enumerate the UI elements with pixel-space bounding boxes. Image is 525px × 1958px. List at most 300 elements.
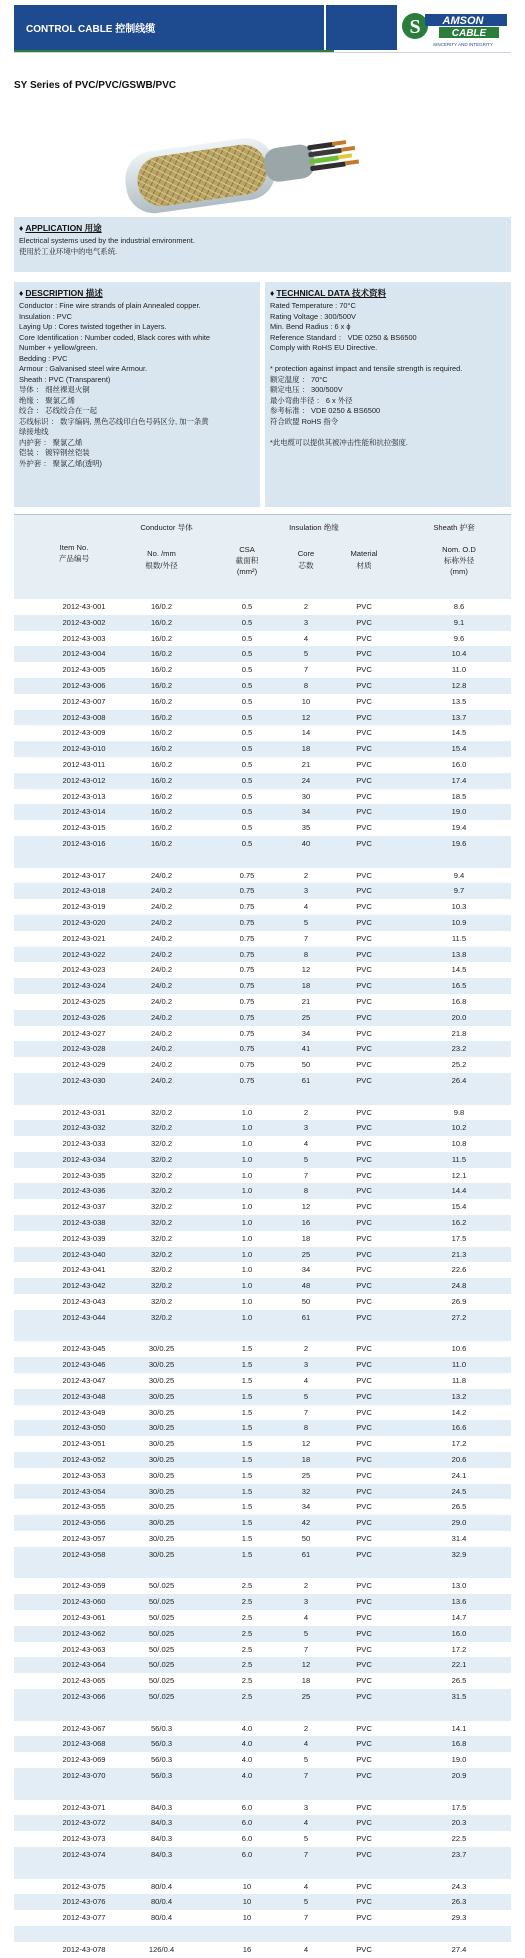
cell-material: PVC	[356, 1755, 372, 1765]
table-row	[14, 1073, 511, 1089]
cell-nom-od: 10.4	[451, 649, 467, 659]
table-row	[14, 1231, 511, 1247]
cell-item-no: 2012-43-060	[62, 1597, 106, 1607]
cell-strands: 32/0.2	[150, 1249, 173, 1259]
description-line: Laying Up : Cores twisted together in Layers.	[19, 322, 167, 331]
cell-csa: 0.75	[239, 1028, 255, 1038]
cell-nom-od: 16.2	[451, 1218, 467, 1228]
cell-item-no: 2012-43-001	[62, 602, 106, 611]
cell-item-no: 2012-43-066	[62, 1691, 106, 1701]
cell-strands: 16/0.2	[150, 728, 173, 738]
cell-nom-od: 20.9	[451, 1770, 467, 1780]
table-row	[14, 1610, 511, 1626]
cell-nom-od: 31.4	[451, 1534, 467, 1544]
cell-item-no: 2012-43-015	[62, 823, 106, 833]
table-row	[14, 1405, 511, 1421]
cell-nom-od: 22.5	[451, 1834, 467, 1844]
cell-item-no: 2012-43-014	[62, 807, 106, 817]
cell-core-count: 18	[301, 1233, 311, 1243]
cell-strands: 16/0.2	[150, 775, 173, 785]
cell-csa: 1.0	[241, 1218, 253, 1228]
table-row	[14, 978, 511, 994]
cell-material: PVC	[356, 1202, 372, 1212]
table-row	[14, 662, 511, 678]
cell-core-count: 4	[303, 1139, 309, 1149]
description-line: 外护套 ： 聚氯乙烯(透明)	[19, 458, 102, 468]
cell-item-no: 2012-43-049	[62, 1407, 106, 1417]
cell-strands: 30/0.25	[148, 1455, 175, 1465]
cell-material: PVC	[356, 949, 372, 959]
cell-nom-od: 24.3	[451, 1881, 467, 1891]
cell-strands: 32/0.2	[150, 1281, 173, 1291]
cell-nom-od: 14.4	[451, 1186, 467, 1196]
cell-nom-od: 27.4	[451, 1944, 467, 1954]
technical-line: Min. Bend Radius : 6 x ϕ	[270, 322, 351, 331]
technical-line	[265, 354, 511, 365]
cell-item-no: 2012-43-043	[62, 1297, 106, 1307]
cell-item-no: 2012-43-064	[62, 1660, 106, 1670]
cell-nom-od: 11.0	[451, 1360, 467, 1370]
table-row	[14, 1800, 511, 1816]
technical-line: 额定温度 ： 70°C	[270, 374, 328, 384]
cell-core-count: 5	[303, 917, 309, 927]
cell-strands: 16/0.2	[150, 696, 173, 706]
technical-line: 符合欧盟 RoHS 指令	[270, 416, 339, 426]
cell-item-no: 2012-43-042	[62, 1281, 106, 1291]
cell-strands: 32/0.2	[150, 1233, 173, 1243]
table-row	[14, 741, 511, 757]
table-row	[14, 1136, 511, 1152]
cell-core-count: 61	[301, 1312, 311, 1322]
cell-strands: 32/0.2	[150, 1139, 173, 1149]
cell-nom-od: 10.9	[451, 917, 467, 927]
cell-item-no: 2012-43-047	[62, 1376, 106, 1386]
col-csa-cn: 截面积	[235, 556, 259, 565]
cell-item-no: 2012-43-033	[62, 1139, 106, 1149]
cell-csa: 0.75	[239, 1060, 255, 1070]
cell-core-count: 7	[303, 1849, 309, 1859]
cell-material: PVC	[356, 775, 372, 785]
group-separator	[14, 1863, 511, 1879]
cell-nom-od: 9.6	[453, 633, 465, 643]
cell-strands: 56/0.3	[150, 1739, 173, 1749]
diamond-bullet-icon: ♦	[19, 223, 24, 233]
table-row	[14, 1452, 511, 1468]
cell-csa: 10	[242, 1913, 252, 1923]
cell-csa: 1.5	[241, 1439, 253, 1449]
cell-nom-od: 24.8	[451, 1281, 467, 1291]
table-row	[14, 725, 511, 741]
cell-core-count: 7	[303, 1770, 309, 1780]
cell-nom-od: 21.8	[451, 1028, 467, 1038]
group-separator	[14, 1089, 511, 1105]
cell-nom-od: 29.3	[451, 1913, 467, 1923]
cell-csa: 1.0	[241, 1312, 253, 1322]
cell-strands: 50/.025	[148, 1613, 175, 1622]
cell-core-count: 12	[301, 1660, 311, 1670]
brand-logo	[397, 5, 511, 50]
cell-core-count: 3	[303, 1360, 309, 1370]
cell-item-no: 2012-43-074	[62, 1849, 106, 1859]
cell-item-no: 2012-43-010	[62, 744, 106, 754]
cell-item-no: 2012-43-053	[62, 1470, 106, 1480]
cell-strands: 56/0.3	[150, 1723, 173, 1733]
table-body	[14, 599, 511, 1958]
cell-strands: 16/0.2	[150, 838, 173, 848]
table-row	[14, 615, 511, 631]
cell-strands: 24/0.2	[150, 981, 173, 991]
table-row	[14, 962, 511, 978]
cell-material: PVC	[356, 1802, 372, 1812]
cell-material: PVC	[356, 1186, 372, 1196]
table-row	[14, 868, 511, 884]
cell-csa: 0.75	[239, 1044, 255, 1054]
cell-csa: 1.0	[241, 1170, 253, 1180]
table-row	[14, 646, 511, 662]
cell-item-no: 2012-43-003	[62, 633, 106, 643]
cell-core-count: 61	[301, 1075, 311, 1085]
cell-nom-od: 17.2	[451, 1644, 467, 1654]
cell-core-count: 24	[301, 775, 311, 785]
cell-nom-od: 12.8	[451, 680, 467, 690]
table-row	[14, 1531, 511, 1547]
cell-csa: 2.5	[241, 1691, 253, 1701]
table-row	[14, 883, 511, 899]
description-line: 铠装 ： 镀锌钢丝铠装	[19, 448, 90, 457]
cell-core-count: 7	[303, 665, 309, 675]
cell-csa: 0.75	[239, 1012, 255, 1022]
description-line: Sheath : PVC (Transparent)	[19, 374, 111, 384]
cell-item-no: 2012-43-045	[62, 1344, 106, 1354]
cell-material: PVC	[356, 1265, 372, 1275]
cell-material: PVC	[356, 1028, 372, 1038]
cell-csa: 1.5	[241, 1549, 253, 1559]
cell-nom-od: 9.4	[453, 870, 465, 880]
cell-strands: 24/0.2	[150, 886, 173, 896]
cell-csa: 1.5	[241, 1502, 253, 1512]
cell-material: PVC	[356, 1218, 372, 1228]
cell-csa: 6.0	[241, 1834, 253, 1844]
cell-nom-od: 26.5	[451, 1676, 467, 1686]
cell-core-count: 5	[303, 1755, 309, 1765]
table-row	[14, 1389, 511, 1405]
cell-item-no: 2012-43-012	[62, 775, 106, 785]
cell-material: PVC	[356, 728, 372, 738]
table-row	[14, 1215, 511, 1231]
cell-strands: 84/0.3	[150, 1849, 173, 1859]
cell-csa: 4.0	[241, 1770, 253, 1780]
group-sheath: Sheath 护套	[433, 523, 475, 532]
cell-csa: 1.5	[241, 1455, 253, 1465]
table-row	[14, 804, 511, 820]
table-row	[14, 820, 511, 836]
cell-item-no: 2012-43-071	[62, 1802, 106, 1812]
cell-material: PVC	[356, 917, 372, 927]
cell-item-no: 2012-43-046	[62, 1360, 106, 1370]
cell-nom-od: 21.3	[451, 1249, 467, 1259]
cell-strands: 16/0.2	[150, 712, 173, 722]
cell-nom-od: 20.0	[451, 1012, 467, 1022]
cell-core-count: 50	[301, 1534, 311, 1544]
cell-item-no: 2012-43-025	[62, 996, 106, 1006]
cell-nom-od: 15.4	[451, 744, 467, 754]
cell-strands: 30/0.25	[148, 1470, 175, 1480]
cell-strands: 24/0.2	[150, 902, 173, 912]
description-line: Core Identification : Number coded, Black cores with white	[19, 332, 211, 342]
cell-material: PVC	[356, 1723, 372, 1733]
col-csa: CSA	[239, 545, 255, 554]
cell-strands: 50/.025	[148, 1676, 175, 1686]
cell-nom-od: 16.0	[451, 759, 467, 769]
cell-core-count: 10	[301, 696, 311, 706]
cell-core-count: 7	[303, 1170, 309, 1180]
cell-strands: 32/0.2	[150, 1186, 173, 1196]
cell-nom-od: 13.2	[451, 1391, 467, 1401]
cell-material: PVC	[356, 1123, 372, 1133]
description-line: 导体 ： 细丝裸退火铜	[19, 385, 90, 394]
cell-material: PVC	[356, 807, 372, 817]
col-no: No. /mm	[147, 549, 176, 558]
cell-nom-od: 24.1	[451, 1470, 467, 1480]
cell-nom-od: 19.0	[451, 807, 467, 817]
cell-strands: 24/0.2	[150, 933, 173, 943]
cell-material: PVC	[356, 712, 372, 722]
cell-strands: 24/0.2	[150, 949, 173, 959]
series-title: SY Series of PVC/PVC/GSWB/PVC	[14, 80, 177, 91]
cell-material: PVC	[356, 1154, 372, 1164]
cell-material: PVC	[356, 870, 372, 880]
header-title: CONTROL CABLE 控制线缆	[14, 5, 324, 50]
cell-strands: 50/.025	[148, 1660, 175, 1670]
cell-nom-od: 10.2	[451, 1123, 467, 1133]
cell-core-count: 25	[301, 1249, 311, 1259]
cell-material: PVC	[356, 1391, 372, 1401]
cell-material: PVC	[356, 1470, 372, 1480]
cell-material: PVC	[356, 1660, 372, 1670]
cell-core-count: 34	[301, 1265, 311, 1275]
col-material: Material	[350, 549, 378, 558]
table-row	[14, 1357, 511, 1373]
table-row	[14, 710, 511, 726]
cell-strands: 50/.025	[148, 1597, 175, 1607]
table-row	[14, 1436, 511, 1452]
cell-item-no: 2012-43-026	[62, 1012, 106, 1022]
application-line: Electrical systems used by the industrial environment.	[19, 236, 195, 245]
cell-material: PVC	[356, 902, 372, 912]
table-row	[14, 1420, 511, 1436]
cell-core-count: 2	[303, 870, 309, 880]
cell-strands: 16/0.2	[150, 744, 173, 754]
cell-strands: 30/0.25	[148, 1502, 175, 1512]
cell-csa: 6.0	[241, 1802, 253, 1812]
cell-strands: 24/0.2	[150, 1044, 173, 1054]
cell-material: PVC	[356, 1613, 372, 1622]
cell-material: PVC	[356, 1060, 372, 1070]
cell-material: PVC	[356, 1044, 372, 1054]
cell-material: PVC	[356, 1549, 372, 1559]
cell-nom-od: 16.6	[451, 1423, 467, 1433]
table-row	[14, 599, 511, 615]
cell-material: PVC	[356, 1597, 372, 1607]
cell-core-count: 8	[303, 680, 309, 690]
cell-item-no: 2012-43-019	[62, 902, 106, 912]
table-row	[14, 1278, 511, 1294]
cell-core-count: 48	[301, 1281, 311, 1291]
cell-item-no: 2012-43-040	[62, 1249, 106, 1259]
table-row	[14, 1721, 511, 1737]
group-separator	[14, 1326, 511, 1342]
cell-nom-od: 19.6	[451, 838, 467, 848]
table-row	[14, 899, 511, 915]
cell-core-count: 50	[301, 1060, 311, 1070]
description-line: Number + yellow/green.	[19, 343, 98, 352]
cell-strands: 16/0.2	[150, 665, 173, 675]
table-row	[14, 1026, 511, 1042]
cell-strands: 50/.025	[148, 1644, 175, 1654]
table-row	[14, 1515, 511, 1531]
cell-csa: 1.0	[241, 1202, 253, 1212]
technical-heading: TECHNICAL DATA 技术资料	[276, 288, 387, 298]
cell-material: PVC	[356, 823, 372, 833]
table-row	[14, 1484, 511, 1500]
cell-item-no: 2012-43-018	[62, 886, 106, 896]
cell-item-no: 2012-43-065	[62, 1676, 106, 1686]
cell-nom-od: 22.1	[451, 1660, 467, 1670]
svg-text:CABLE: CABLE	[451, 27, 487, 39]
cell-nom-od: 16.8	[451, 1739, 467, 1749]
cell-item-no: 2012-43-078	[62, 1944, 106, 1954]
cell-csa: 1.0	[241, 1154, 253, 1164]
cell-material: PVC	[356, 1423, 372, 1433]
cell-material: PVC	[356, 1297, 372, 1307]
cell-item-no: 2012-43-069	[62, 1755, 106, 1765]
application-heading: APPLICATION 用途	[25, 223, 102, 233]
cell-csa: 6.0	[241, 1849, 253, 1859]
cable-illustration	[115, 115, 395, 225]
cell-core-count: 7	[303, 933, 309, 943]
cell-item-no: 2012-43-022	[62, 949, 106, 959]
cell-core-count: 21	[301, 996, 311, 1006]
cell-material: PVC	[356, 1770, 372, 1780]
cell-item-no: 2012-43-041	[62, 1265, 106, 1275]
cell-core-count: 30	[301, 791, 311, 801]
technical-panel	[265, 282, 511, 507]
cell-strands: 16/0.2	[150, 680, 173, 690]
cell-core-count: 34	[301, 1502, 311, 1512]
cell-core-count: 12	[301, 1439, 311, 1449]
col-item: Item No.	[59, 543, 89, 552]
table-row	[14, 694, 511, 710]
cell-core-count: 3	[303, 1597, 309, 1607]
cell-csa: 1.5	[241, 1407, 253, 1417]
col-item-cn: 产品编号	[58, 554, 90, 563]
cell-material: PVC	[356, 1534, 372, 1544]
svg-text:S: S	[409, 15, 421, 38]
cell-item-no: 2012-43-031	[62, 1107, 106, 1117]
table-row	[14, 773, 511, 789]
cell-core-count: 12	[301, 965, 311, 975]
cell-material: PVC	[356, 886, 372, 896]
cell-core-count: 8	[303, 1423, 309, 1433]
application-line: 使用於工业环境中的电气系统.	[19, 246, 118, 256]
cell-item-no: 2012-43-073	[62, 1834, 106, 1844]
cell-material: PVC	[356, 617, 372, 627]
cell-csa: 0.5	[241, 696, 253, 706]
cell-csa: 0.5	[241, 775, 253, 785]
cell-core-count: 5	[303, 1154, 309, 1164]
cell-core-count: 21	[301, 759, 311, 769]
table-row	[14, 757, 511, 773]
cell-material: PVC	[356, 1897, 372, 1907]
cell-item-no: 2012-43-017	[62, 870, 106, 880]
cell-csa: 0.5	[241, 680, 253, 690]
cell-nom-od: 26.3	[451, 1897, 467, 1907]
group-separator	[14, 1705, 511, 1721]
header-spacer	[324, 5, 397, 50]
cell-csa: 0.75	[239, 949, 255, 959]
table-row	[14, 1010, 511, 1026]
cell-core-count: 7	[303, 1407, 309, 1417]
cell-item-no: 2012-43-054	[62, 1486, 106, 1496]
description-panel	[14, 282, 260, 507]
cell-core-count: 5	[303, 1834, 309, 1844]
cell-core-count: 2	[303, 1107, 309, 1117]
cell-strands: 16/0.2	[150, 649, 173, 659]
technical-line: 参考标准 ： VDE 0250 & BS6500	[270, 406, 381, 415]
table-row	[14, 994, 511, 1010]
table-row	[14, 947, 511, 963]
table-row	[14, 836, 511, 852]
cell-csa: 1.5	[241, 1391, 253, 1401]
cell-core-count: 12	[301, 712, 311, 722]
col-od: Nom. O.D	[442, 545, 476, 554]
cell-material: PVC	[356, 791, 372, 801]
cell-material: PVC	[356, 1849, 372, 1859]
cell-item-no: 2012-43-044	[62, 1312, 106, 1322]
cell-material: PVC	[356, 1360, 372, 1370]
application-panel	[14, 217, 511, 272]
cell-csa: 0.5	[241, 759, 253, 769]
cell-item-no: 2012-43-035	[62, 1170, 106, 1180]
cell-nom-od: 14.5	[451, 965, 467, 975]
group-separator	[14, 1926, 511, 1942]
cell-material: PVC	[356, 1881, 372, 1891]
cell-csa: 2.5	[241, 1660, 253, 1670]
cell-core-count: 4	[303, 902, 309, 912]
table-row	[14, 1262, 511, 1278]
cell-csa: 1.0	[241, 1233, 253, 1243]
cell-nom-od: 13.8	[451, 949, 467, 959]
cell-item-no: 2012-43-004	[62, 649, 106, 659]
cell-material: PVC	[356, 1834, 372, 1844]
table-row	[14, 1689, 511, 1705]
cell-strands: 30/0.25	[148, 1534, 175, 1544]
col-core-cn: 芯数	[298, 561, 314, 570]
table-row	[14, 1673, 511, 1689]
cell-item-no: 2012-43-075	[62, 1881, 106, 1891]
cell-csa: 0.5	[241, 633, 253, 643]
cell-item-no: 2012-43-006	[62, 680, 106, 690]
cell-csa: 1.5	[241, 1486, 253, 1496]
cell-material: PVC	[356, 1818, 372, 1828]
col-material-cn: 材质	[356, 561, 372, 570]
cell-core-count: 8	[303, 1186, 309, 1196]
description-line: 内护套 ： 聚氯乙烯	[19, 437, 83, 447]
table-row	[14, 1468, 511, 1484]
cell-core-count: 3	[303, 1123, 309, 1133]
table-row	[14, 1247, 511, 1263]
cell-nom-od: 27.2	[451, 1312, 467, 1322]
